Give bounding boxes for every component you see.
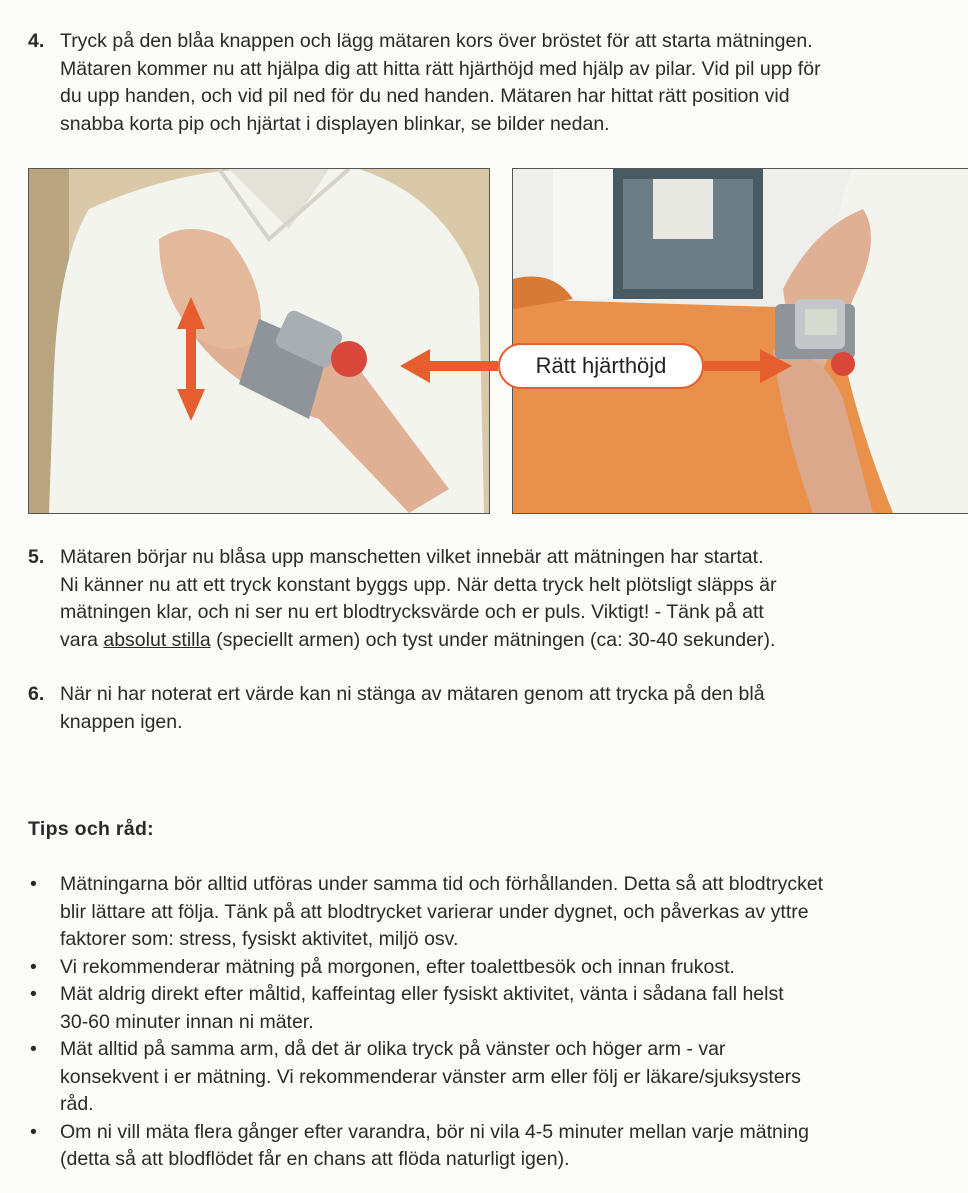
step-text-line: Tryck på den blåa knappen och lägg mätaren kors över bröstet för att starta mätningen. <box>60 30 813 52</box>
list-item: • Mätningarna bör alltid utföras under samma tid och förhållanden. Detta så att blodtrycket blir lättare att följa. Tänk på att blodtrycket varierar under dygnet, och påverkas av yttre faktorer som: stress, fysiskt aktivitet, miljö osv. <box>30 873 824 950</box>
bullet-icon: • <box>30 1120 37 1143</box>
bullet-icon: • <box>30 873 37 895</box>
step-text-line: Mätaren börjar nu blåsa upp manschetten vilket innebär att mätningen har startat. <box>60 546 764 568</box>
step-number: 4. <box>28 30 45 52</box>
step-text-line: snabba korta pip och hjärtat i displayen blinkar, se bilder nedan. <box>60 112 610 135</box>
list-item: • Om ni vill mäta flera gånger efter varandra, bör ni vila 4-5 minuter mellan varje mätning (detta så att blodflödet får en chans att flöda naturligt igen). <box>30 1120 809 1170</box>
list-item: • Mät aldrig direkt efter måltid, kaffeintag eller fysiskt aktivitet, vänta i sådana fall helst 30-60 minuter innan ni mäter. <box>30 983 784 1033</box>
step-text-line: knappen igen. <box>60 710 183 733</box>
step-text-line: Ni känner nu att ett tryck konstant byggs upp. När detta tryck helt plötsligt släpps är <box>60 573 777 596</box>
step-text-line: vara absolut stilla (speciellt armen) och tyst under mätningen (ca: 30-40 sekunder). <box>60 628 776 651</box>
right-arrow-icon <box>704 349 792 383</box>
list-item: • Mät alltid på samma arm, då det är olika tryck på vänster och höger arm - var konsekvent i er mätning. Vi rekommenderar vänster arm eller följ er läkare/sjuksysters råd. <box>30 1038 801 1115</box>
step-number: 5. <box>28 546 45 568</box>
step-text-line: du upp handen, och vid pil ned för du ned handen. Mätaren har hittat rätt position vid <box>60 85 790 107</box>
left-arrow-icon <box>400 349 498 383</box>
photo-wrist-monitor-front <box>28 168 490 514</box>
bullet-icon: • <box>30 955 37 978</box>
list-item: • Vi rekommenderar mätning på morgonen, efter toalettbesök och innan frukost. <box>28 954 823 982</box>
tips-list <box>28 871 823 1174</box>
step-text-line: Mätaren kommer nu att hjälpa dig att hitta rätt hjärthöjd med hjälp av pilar. Vid pil upp för <box>60 57 821 80</box>
step-number: 6. <box>28 683 45 705</box>
photo-wrist-monitor-side <box>512 168 968 514</box>
tips-heading: Tips och råd: <box>28 818 154 840</box>
step-text-line: När ni har noterat ert värde kan ni stänga av mätaren genom att trycka på den blå <box>60 683 765 705</box>
step-text-line: mätningen klar, och ni ser nu ert blodtrycksvärde och er puls. Viktigt! - Tänk på att <box>60 601 764 623</box>
callout-label: Rätt hjärthöjd <box>498 343 704 389</box>
underlined-emphasis: absolut stilla <box>103 628 211 651</box>
bullet-icon: • <box>30 983 37 1005</box>
bullet-icon: • <box>30 1038 37 1060</box>
